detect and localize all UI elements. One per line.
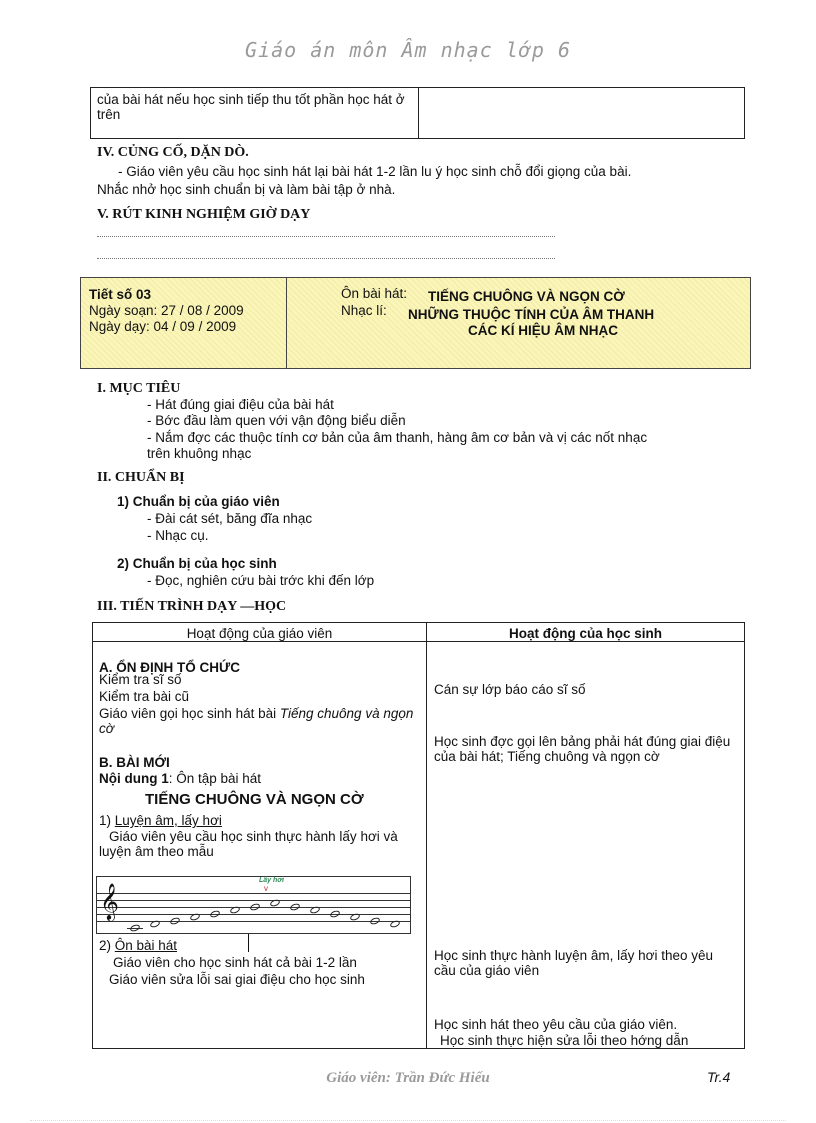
note-icon <box>369 916 380 925</box>
section-5-heading: V. RÚT KINH NGHIỆM GIỜ DẠY <box>97 207 311 222</box>
step-1-line <box>99 813 222 828</box>
content-1-line <box>99 771 261 786</box>
objective-item: - Hát đúng giai điệu của bài hát <box>147 397 334 412</box>
dotted-line-1 <box>97 236 555 237</box>
staff-line <box>97 900 410 901</box>
preparation-heading: II. CHUẨN BỊ <box>97 470 185 485</box>
process-col-divider <box>426 623 427 1048</box>
lesson-info-box <box>80 277 751 369</box>
student-activity: Học sinh đợc gọi lên bảng phải hát đúng giai điệu của bài hát; Tiếng chuông và ngọn cờ <box>434 734 731 764</box>
process-header-line <box>93 641 744 642</box>
music-staff <box>96 876 411 934</box>
lesson-box-divider <box>286 278 287 368</box>
staff-line <box>97 914 410 915</box>
breath-label: Lấy hơi <box>259 877 284 884</box>
note-icon <box>289 902 300 911</box>
student-activity: Học sinh thực hiện sửa lỗi theo hớng dẫn <box>440 1033 689 1048</box>
section-b-heading: B. BÀI MỚI <box>99 755 170 770</box>
objective-item: - Nắm đợc các thuộc tính cơ bản của âm thanh, hàng âm cơ bản và vị các nốt nhạc <box>147 430 648 445</box>
teacher-prep-item: - Đài cát sét, băng đĩa nhạc <box>147 511 313 526</box>
step-2-line2: Giáo viên sửa lỗi sai giai điệu cho học sinh <box>109 972 365 987</box>
teacher-a-song: Tiếng chuông và ngọn cờ <box>99 706 414 736</box>
lesson-prep-date: Ngày soạn: 27 / 08 / 2009 <box>89 303 244 318</box>
page-header-title: Giáo án môn Âm nhạc lớp 6 <box>244 38 572 62</box>
note-icon <box>209 909 220 918</box>
theory-label: Nhạc lí: <box>341 303 387 318</box>
breath-mark-icon: v <box>264 884 268 893</box>
note-icon <box>329 909 340 918</box>
objectives-heading: I. MỤC TIÊU <box>97 381 181 396</box>
dotted-line-2 <box>97 258 555 259</box>
staff-line <box>97 921 410 922</box>
section-4-line2: Nhắc nhở học sinh chuẩn bị và làm bài tập ở nhà. <box>97 182 396 197</box>
student-prep-item: - Đọc, nghiên cứu bài trớc khi đến lớp <box>147 573 375 588</box>
step-2-line <box>99 938 177 953</box>
carryover-left-cell: của bài hát nếu học sinh tiếp thu tốt phần học hát ở trên <box>97 92 405 122</box>
footer-page-number: Tr.4 <box>707 1069 731 1085</box>
section-4-line1: - Giáo viên yêu cầu học sinh hát lại bài hát 1-2 lần lu ý học sinh chỗ đổi giọng của bài. <box>118 164 632 179</box>
carryover-table <box>90 87 745 139</box>
theory-line1: NHỮNG THUỘC TÍNH CỦA ÂM THANH <box>408 307 655 322</box>
text-cursor <box>248 934 249 952</box>
teacher-a-line: Kiểm tra bài cũ <box>99 689 190 704</box>
treble-clef-icon: 𝄞 <box>100 882 119 920</box>
objective-item: trên khuông nhạc <box>147 446 252 461</box>
lesson-number: Tiết số 03 <box>89 287 152 302</box>
col-header-teacher: Hoạt động của giáo viên <box>186 626 333 641</box>
footer-teacher-name: Giáo viên: Trần Đức Hiếu <box>326 1070 490 1086</box>
step-2-title: Ôn bài hát <box>114 938 178 953</box>
carryover-divider <box>418 88 419 138</box>
step-1-title: Luyện âm, lấy hơi <box>114 813 222 828</box>
note-icon <box>129 923 140 932</box>
step-1-number: 1) <box>99 813 115 828</box>
review-label: Ôn bài hát: <box>341 286 408 301</box>
step-2-number: 2) <box>99 938 115 953</box>
student-prep-heading: 2) Chuẩn bị của học sinh <box>117 556 277 571</box>
theory-line2: CÁC KÍ HIỆU ÂM NHẠC <box>468 323 618 338</box>
note-icon <box>249 902 260 911</box>
process-table <box>92 622 745 1049</box>
song-title: TIẾNG CHUÔNG VÀ NGỌN CỜ <box>145 791 364 808</box>
step-1-text: Giáo viên yêu cầu học sinh thực hành lấy hơi và luyện âm theo mẫu <box>99 829 398 859</box>
review-song-title: TIẾNG CHUÔNG VÀ NGỌN CỜ <box>428 289 625 304</box>
student-activity: Cán sự lớp báo cáo sĩ số <box>434 682 586 697</box>
teacher-a-line3 <box>99 706 417 736</box>
lesson-teach-date: Ngày dạy: 04 / 09 / 2009 <box>89 319 237 334</box>
content-1-label: Nội dung 1 <box>99 771 169 786</box>
staff-line <box>97 893 410 894</box>
col-header-student: Hoạt động của học sinh <box>508 626 662 641</box>
step-2-line1: Giáo viên cho học sinh hát cả bài 1-2 lần <box>113 955 357 970</box>
teacher-prep-heading: 1) Chuẩn bị của giáo viên <box>117 494 280 509</box>
objective-item: - Bớc đầu làm quen với vận động biểu diễn <box>147 413 406 428</box>
content-1-text: : Ôn tập bài hát <box>168 771 262 786</box>
footer-dotted-line <box>30 1120 786 1121</box>
teacher-prep-item: - Nhạc cụ. <box>147 528 209 543</box>
student-activity: Học sinh thực hành luyện âm, lấy hơi theo yêu cầu của giáo viên <box>434 948 714 978</box>
section-a-heading: A. ỔN ĐỊNH TỔ CHỨC <box>99 660 240 675</box>
student-activity: Học sinh hát theo yêu cầu của giáo viên. <box>434 1017 678 1032</box>
note-icon <box>169 916 180 925</box>
teacher-a-line3-text: Giáo viên gọi học sinh hát bài <box>99 706 280 721</box>
process-heading: III. TIẾN TRÌNH DẠY —HỌC <box>97 599 287 614</box>
teacher-a-line: Kiểm tra sĩ số <box>99 672 182 687</box>
section-4-heading: IV. CỦNG CỐ, DẶN DÒ. <box>97 145 249 160</box>
